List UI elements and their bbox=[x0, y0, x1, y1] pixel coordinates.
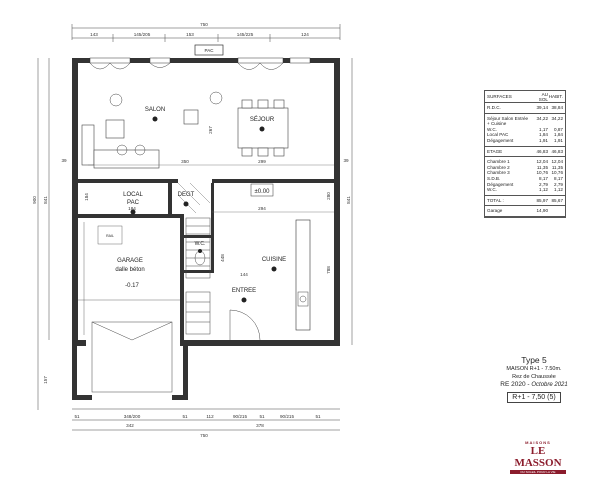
inner-dim-6: 448 bbox=[220, 254, 225, 262]
inner-dim-3: 267 bbox=[208, 126, 213, 134]
surfaces-group bbox=[485, 103, 565, 114]
room-degt: DEGT bbox=[177, 192, 195, 198]
surfaces-row-au-sol: 1,17 bbox=[539, 126, 548, 132]
bottom-dim2-2: 378 bbox=[256, 423, 264, 428]
right-dim: 841 bbox=[346, 196, 351, 204]
surfaces-row-label: R.D.C. bbox=[487, 105, 501, 110]
surfaces-row-au-sol: 85,97 bbox=[536, 197, 548, 203]
surfaces-row-au-sol: 14,90 bbox=[536, 208, 548, 214]
room-garage-1: GARAGE bbox=[117, 258, 143, 264]
room-wc: W.C. bbox=[194, 241, 206, 247]
surfaces-row-label: ETAGE bbox=[487, 148, 503, 154]
surfaces-row-label: Chambre 2 bbox=[487, 164, 510, 170]
top-dim-5: 124 bbox=[301, 32, 309, 37]
surfaces-row-label: W.C. bbox=[487, 187, 497, 193]
overall-bottom-dim: 750 bbox=[200, 433, 208, 438]
surfaces-row-habit: 12,04 bbox=[551, 159, 563, 165]
surfaces-row-habit bbox=[548, 208, 563, 214]
surfaces-group bbox=[485, 157, 565, 196]
plan-re-label: RE 2020 - bbox=[500, 381, 532, 388]
surfaces-row-au-sol: 1,91 bbox=[539, 137, 548, 143]
surfaces-row-habit: 8,17 bbox=[554, 175, 563, 181]
surfaces-row-au-sol: 12,04 bbox=[536, 159, 548, 165]
surfaces-row-habit: 11,35 bbox=[551, 164, 563, 170]
brand-logo-top: MAISONS bbox=[525, 440, 551, 445]
bottom-dim-4: 112 bbox=[206, 414, 214, 419]
surfaces-row-habit: 34,22 bbox=[551, 115, 563, 121]
level-zero: ±0.00 bbox=[254, 189, 270, 195]
overall-left-dim: 900 bbox=[32, 196, 37, 204]
surfaces-row-label: Local PAC bbox=[487, 132, 509, 138]
title-block bbox=[486, 355, 582, 403]
surfaces-row-au-sol: 1,12 bbox=[539, 187, 548, 193]
plan-maison: MAISON R+1 - 7.50m. bbox=[506, 366, 562, 372]
bottom-dim-7: 90/215 bbox=[279, 414, 295, 419]
side-small-3: 157 bbox=[43, 376, 48, 384]
surfaces-groups bbox=[485, 103, 565, 217]
inner-dim-9: 280 bbox=[326, 192, 331, 200]
surfaces-row-au-sol: 8,17 bbox=[539, 175, 548, 181]
surfaces-table bbox=[484, 90, 566, 218]
surfaces-row-label: Chambre 3 bbox=[487, 170, 510, 176]
inner-dim-7: 144 bbox=[240, 272, 248, 277]
inner-dim-2: 299 bbox=[258, 159, 266, 164]
surfaces-group bbox=[485, 206, 565, 217]
side-small-2: 39 bbox=[343, 158, 349, 163]
left-dim: 841 bbox=[43, 196, 48, 204]
surfaces-row-au-sol: 39,14 bbox=[536, 105, 548, 110]
side-small-1: 39 bbox=[61, 158, 67, 163]
surfaces-row-au-sol: 2,79 bbox=[539, 181, 548, 187]
garage-level: -0.17 bbox=[125, 283, 139, 289]
room-local-pac-1: LOCAL bbox=[123, 192, 143, 198]
surfaces-row bbox=[487, 208, 563, 214]
bottom-dim-1: 51 bbox=[74, 414, 80, 419]
surfaces-row bbox=[487, 105, 563, 111]
surfaces-group bbox=[485, 147, 565, 158]
plan-level: Rez de Chaussée bbox=[512, 373, 556, 380]
brand-logo bbox=[510, 440, 566, 474]
surfaces-row-label: Dégagement bbox=[487, 181, 514, 187]
surfaces-header-col2: HABIT. bbox=[548, 94, 563, 99]
surfaces-row-habit: 46,83 bbox=[551, 148, 563, 154]
surfaces-row-label: W.C. bbox=[487, 126, 497, 132]
surfaces-row-au-sol: 11,35 bbox=[536, 164, 548, 170]
surfaces-row-au-sol: 1,84 bbox=[539, 132, 548, 138]
surfaces-row-label: S.D.B. bbox=[487, 175, 501, 181]
plan-date: Octobre 2021 bbox=[531, 382, 568, 388]
top-dim-1: 143 bbox=[90, 32, 98, 37]
brand-logo-tagline: DU SOLEIL POUR LA VIE bbox=[510, 470, 566, 474]
room-salon: SALON bbox=[144, 107, 166, 113]
surfaces-row-habit: 38,84 bbox=[551, 105, 563, 110]
bottom-dim-2: 348/200 bbox=[123, 414, 141, 419]
surfaces-header-col1: AU SOL bbox=[538, 91, 548, 102]
room-sejour: SÉJOUR bbox=[249, 117, 275, 123]
surfaces-row bbox=[487, 149, 563, 155]
inner-dim-4: 294 bbox=[258, 206, 266, 211]
pac-unit-label: PAC bbox=[204, 48, 214, 53]
room-entree: ENTREE bbox=[231, 288, 257, 294]
top-dim-4: 145/225 bbox=[236, 32, 254, 37]
plan-code: R+1 - 7,50 (5) bbox=[507, 392, 560, 403]
surfaces-row bbox=[487, 187, 563, 193]
bottom-dim-5: 90/215 bbox=[232, 414, 248, 419]
surfaces-row-au-sol: 10,76 bbox=[536, 170, 548, 176]
inner-dim-1: 350 bbox=[181, 159, 189, 164]
surfaces-row-label: Dégagement bbox=[487, 137, 514, 143]
bottom-dim-3: 51 bbox=[182, 414, 188, 419]
overall-top-dim: 750 bbox=[200, 22, 208, 27]
surfaces-row-au-sol: 34,22 bbox=[536, 115, 548, 121]
top-dim-2: 145/205 bbox=[133, 32, 151, 37]
surfaces-group bbox=[485, 196, 565, 207]
surfaces-row-habit: 2,79 bbox=[554, 181, 563, 187]
surfaces-row-habit: 1,12 bbox=[554, 187, 563, 193]
top-dim-3: 153 bbox=[186, 32, 194, 37]
room-garage-2: dalle béton bbox=[115, 267, 145, 273]
garage-rail: RAIL bbox=[106, 234, 114, 238]
room-local-pac-2: PAC bbox=[127, 200, 139, 206]
surfaces-row-habit: 1,84 bbox=[554, 132, 563, 138]
bottom-dim2-1: 342 bbox=[126, 423, 134, 428]
surfaces-row-habit: 10,76 bbox=[551, 170, 563, 176]
inner-dim-10: 788 bbox=[326, 266, 331, 274]
surfaces-row-habit: 1,91 bbox=[554, 137, 563, 143]
brand-logo-main: LE MASSON bbox=[514, 445, 562, 469]
surfaces-row bbox=[487, 138, 563, 144]
surfaces-row-label: Séjour Salon Entrée bbox=[487, 115, 529, 121]
inner-dim-8: 184 bbox=[84, 193, 89, 201]
surfaces-row-label: TOTAL : bbox=[487, 197, 504, 203]
bottom-dim-6: 51 bbox=[259, 414, 265, 419]
bottom-dim-8: 51 bbox=[315, 414, 321, 419]
surfaces-row-habit: 85,67 bbox=[551, 197, 563, 203]
plan-type: Type 5 bbox=[521, 355, 547, 365]
surfaces-row-label: + Cuisine bbox=[487, 121, 507, 127]
surfaces-group bbox=[485, 114, 565, 147]
surfaces-row bbox=[487, 198, 563, 204]
plan-re bbox=[486, 381, 582, 390]
surfaces-row-label: Garage bbox=[487, 208, 503, 214]
surfaces-row-habit: 0,87 bbox=[554, 126, 563, 132]
surfaces-row-label: Chambre 1 bbox=[487, 159, 510, 165]
inner-dim-5: 184 bbox=[128, 206, 136, 211]
surfaces-row-au-sol: 46,83 bbox=[536, 148, 548, 154]
surfaces-header bbox=[485, 91, 565, 103]
surfaces-header-label: SURFACES bbox=[487, 94, 512, 99]
room-cuisine: CUISINE bbox=[261, 257, 287, 263]
